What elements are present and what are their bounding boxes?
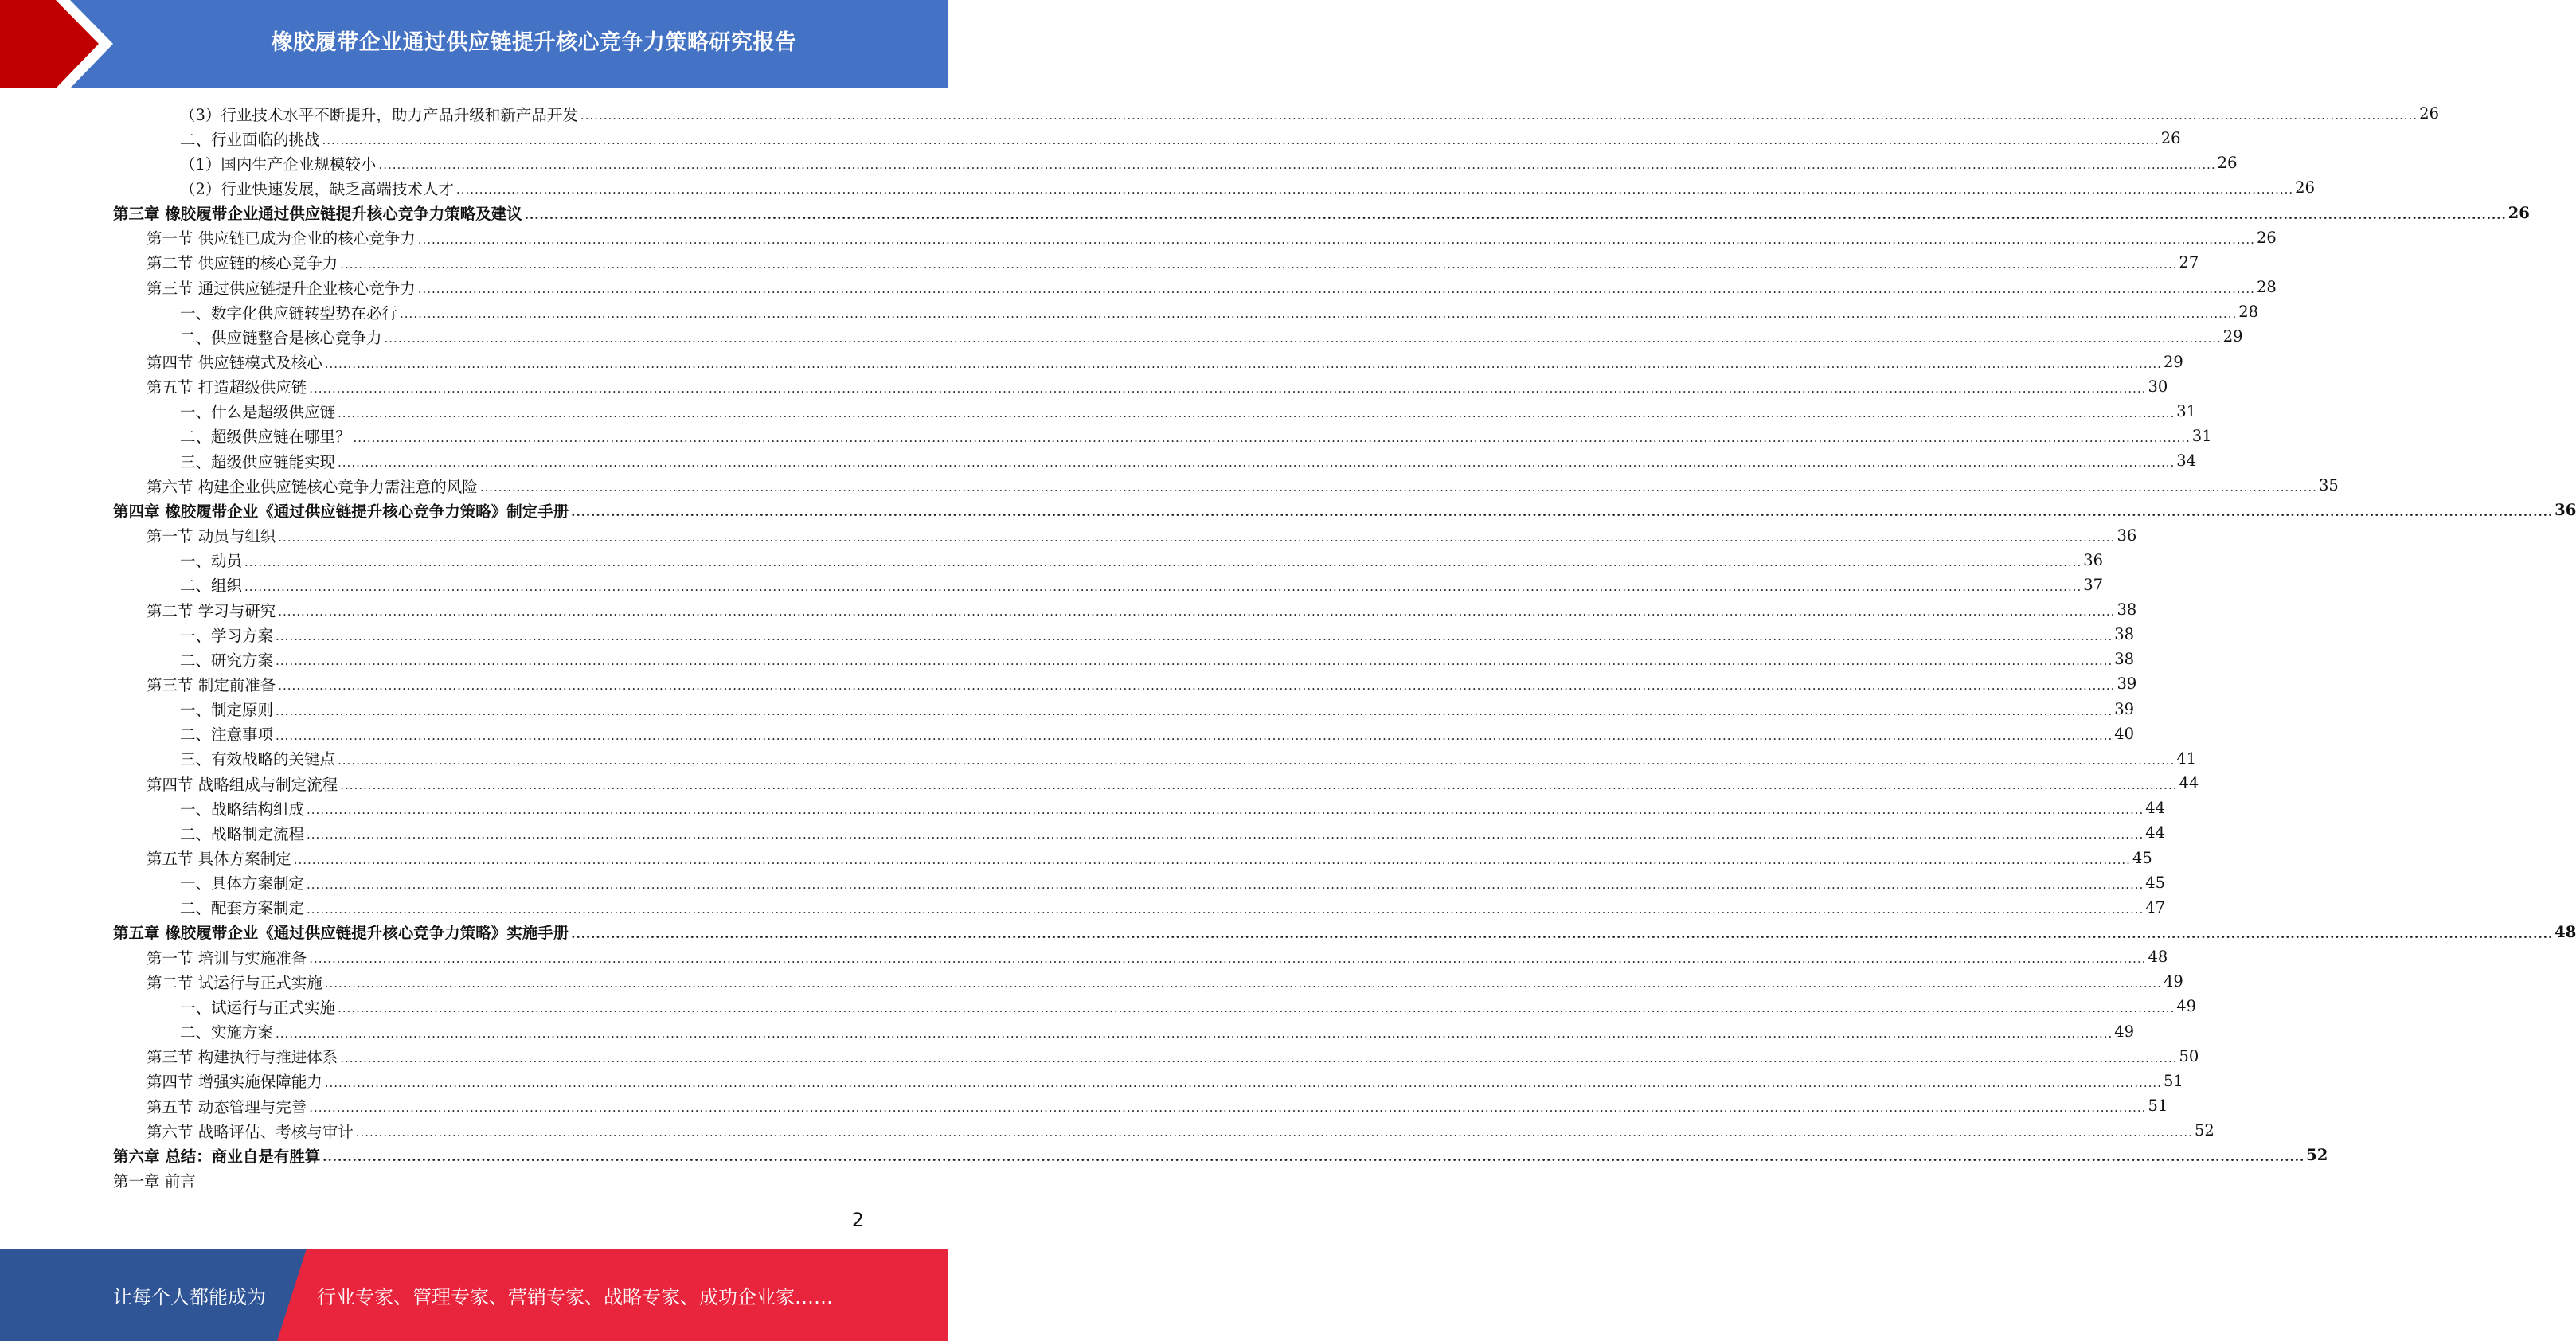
toc-entry-label: 第一节 供应链已成为企业的核心竞争力 [147, 229, 416, 248]
toc-dot-leader: ................................................................................................................................................................................................................................................................................................................................................................................................................ [400, 307, 2238, 322]
toc-page-number: 37 [2083, 575, 2104, 594]
toc-entry[interactable] [0, 275, 2277, 299]
toc-dot-leader: ................................................................................................................................................................................................................................................................................................................................................................................................................ [276, 654, 2113, 669]
toc-entry-label: 三、超级供应链能实现 [180, 452, 336, 471]
toc-entry-label: 一、试运行与正式实施 [180, 998, 336, 1017]
toc-page-number: 44 [2145, 823, 2166, 843]
toc-page-number: 38 [2114, 650, 2135, 669]
toc-entry[interactable] [0, 771, 2199, 796]
toc-entry[interactable] [0, 126, 2181, 151]
toc-dot-leader: ................................................................................................................................................................................................................................................................................................................................................................................................................ [340, 1050, 2178, 1065]
toc-entry[interactable] [0, 424, 2212, 448]
toc-dot-leader: ................................................................................................................................................................................................................................................................................................................................................................................................................ [276, 703, 2113, 718]
toc-entry[interactable] [0, 697, 2135, 721]
toc-page-number: 49 [2176, 997, 2197, 1016]
toc-page-number: 52 [2194, 1121, 2214, 1140]
toc-dot-leader: ................................................................................................................................................................................................................................................................................................................................................................................................................ [322, 133, 2160, 148]
toc-dot-leader: ................................................................................................................................................................................................................................................................................................................................................................................................................ [278, 678, 2116, 694]
toc-entry[interactable] [0, 597, 2137, 622]
footer-roles: 行业专家、管理专家、营销专家、战略专家、成功企业家…… [317, 1285, 833, 1308]
toc-entry-label: 第一节 培训与实施准备 [147, 948, 307, 968]
toc-entry[interactable] [0, 796, 2166, 820]
toc-page-number: 29 [2222, 327, 2243, 346]
toc-entry-label: 一、数字化供应链转型势在必行 [180, 303, 398, 323]
toc-entry-label: 第六节 构建企业供应链核心竞争力需注意的风险 [147, 477, 478, 496]
toc-entry[interactable] [0, 473, 2339, 498]
toc-entry-label: 第三章 橡胶履带企业通过供应链提升核心竞争力策略及建议 [113, 205, 522, 224]
toc-entry[interactable] [0, 374, 2168, 399]
toc-dot-leader: ................................................................................................................................................................................................................................................................................................................................................................................................................ [278, 604, 2116, 619]
toc-entry-label: 二、超级供应链在哪里？ [180, 428, 351, 447]
toc-entry-label: 一、具体方案制定 [180, 874, 305, 893]
report-title: 橡胶履带企业通过供应链提升核心竞争力策略研究报告 [271, 29, 797, 55]
toc-entry-label: 第二节 供应链的核心竞争力 [147, 254, 338, 273]
toc-page-number: 45 [2145, 873, 2166, 892]
toc-dot-leader: ................................................................................................................................................................................................................................................................................................................................................................................................................ [309, 1101, 2147, 1115]
toc-entry-label: 第一节 动员与组织 [147, 527, 276, 546]
toc-dot-leader: ................................................................................................................................................................................................................................................................................................................................................................................................................ [244, 579, 2082, 594]
toc-dot-leader: ................................................................................................................................................................................................................................................................................................................................................................................................................ [340, 256, 2178, 272]
toc-chapter-entry[interactable] [0, 201, 2530, 225]
toc-entry[interactable] [0, 299, 2259, 324]
toc-page-number: 28 [2238, 303, 2259, 322]
toc-trailing-entry[interactable]: 第一章 前言 [113, 1171, 196, 1190]
toc-page-number: 45 [2132, 848, 2152, 867]
toc-dot-leader: ................................................................................................................................................................................................................................................................................................................................................................................................................ [324, 976, 2162, 991]
toc-page-number: 41 [2176, 749, 2197, 768]
toc-dot-leader: ................................................................................................................................................................................................................................................................................................................................................................................................................ [244, 554, 2082, 569]
toc-chapter-entry[interactable] [0, 920, 2576, 944]
toc-entry-label: 一、动员 [180, 552, 243, 571]
toc-entry-label: 第五节 具体方案制定 [147, 850, 291, 868]
toc-dot-leader: ................................................................................................................................................................................................................................................................................................................................................................................................................ [338, 1001, 2175, 1016]
toc-page-number: 26 [2508, 203, 2530, 222]
toc-entry[interactable] [0, 1118, 2214, 1143]
toc-dot-leader: ................................................................................................................................................................................................................................................................................................................................................................................................................ [340, 778, 2178, 793]
toc-dot-leader: ................................................................................................................................................................................................................................................................................................................................................................................................................ [353, 430, 2191, 445]
toc-dot-leader: ................................................................................................................................................................................................................................................................................................................................................................................................................ [293, 852, 2131, 867]
toc-chapter-entry[interactable] [0, 498, 2576, 522]
toc-entry[interactable] [0, 1069, 2183, 1093]
toc-entry-label: 三、有效战略的关键点 [180, 750, 336, 769]
red-arrow-icon [0, 0, 127, 88]
toc-dot-leader: ................................................................................................................................................................................................................................................................................................................................................................................................................ [580, 108, 2418, 123]
toc-dot-leader: ................................................................................................................................................................................................................................................................................................................................................................................................................ [276, 728, 2113, 743]
toc-page-number: 39 [2114, 699, 2135, 718]
toc-dot-leader: ................................................................................................................................................................................................................................................................................................................................................................................................................ [571, 926, 2554, 941]
toc-page-number: 39 [2117, 674, 2137, 694]
toc-dot-leader: ................................................................................................................................................................................................................................................................................................................................................................................................................ [338, 405, 2175, 420]
toc-entry[interactable] [0, 622, 2135, 647]
toc-page-number: 38 [2117, 600, 2137, 619]
toc-page-number: 26 [2419, 104, 2439, 123]
toc-entry-label: 第四节 战略组成与制定流程 [147, 775, 338, 794]
toc-entry[interactable] [0, 895, 2166, 920]
toc-dot-leader: ................................................................................................................................................................................................................................................................................................................................................................................................................ [307, 827, 2144, 843]
toc-page-number: 26 [2295, 178, 2315, 197]
toc-dot-leader: ................................................................................................................................................................................................................................................................................................................................................................................................................ [309, 381, 2147, 396]
toc-entry[interactable] [0, 721, 2135, 746]
toc-entry[interactable] [0, 870, 2166, 895]
toc-entry[interactable] [0, 820, 2166, 845]
toc-page-number: 30 [2148, 377, 2168, 396]
toc-entry-label: 二、注意事项 [180, 725, 274, 745]
toc-dot-leader: ................................................................................................................................................................................................................................................................................................................................................................................................................ [307, 877, 2144, 892]
header-band [0, 0, 948, 88]
toc-entry[interactable] [0, 944, 2168, 969]
toc-entry[interactable] [0, 671, 2137, 696]
toc-entry[interactable] [0, 225, 2277, 250]
toc-entry-label: 第二节 学习与研究 [147, 601, 276, 620]
footer-slogan: 让每个人都能成为 [113, 1285, 266, 1308]
toc-entry-label: 第三节 制定前准备 [147, 675, 276, 694]
toc-entry-label: 一、学习方案 [180, 626, 274, 645]
toc-entry[interactable] [0, 548, 2104, 573]
toc-entry-label: 一、战略结构组成 [180, 800, 305, 819]
toc-dot-leader: ................................................................................................................................................................................................................................................................................................................................................................................................................ [479, 480, 2317, 495]
toc-dot-leader: ................................................................................................................................................................................................................................................................................................................................................................................................................ [384, 331, 2222, 346]
toc-page-number: 36 [2555, 501, 2576, 520]
toc-entry-label: 第四节 供应链模式及核心 [147, 354, 322, 372]
toc-entry-label: 第四章 橡胶履带企业《通过供应链提升核心竞争力策略》制定手册 [113, 502, 569, 521]
toc-page-number: 38 [2114, 625, 2135, 644]
footer-band [0, 1249, 948, 1341]
toc-entry[interactable] [0, 1044, 2199, 1069]
toc-page-number: 51 [2148, 1097, 2168, 1115]
toc-entry-label: （1）国内生产企业规模较小 [180, 154, 377, 174]
toc-entry[interactable] [0, 647, 2135, 671]
toc-dot-leader: ................................................................................................................................................................................................................................................................................................................................................................................................................ [324, 356, 2162, 371]
toc-entry-label: 第二节 试运行与正式实施 [147, 973, 322, 992]
toc-page-number: 40 [2114, 724, 2135, 743]
toc-entry-label: （2）行业快速发展，缺乏高端技术人才 [180, 179, 454, 198]
toc-page-number: 29 [2163, 352, 2183, 371]
toc-page-number: 51 [2163, 1071, 2183, 1090]
toc-dot-leader: ................................................................................................................................................................................................................................................................................................................................................................................................................ [322, 1150, 2305, 1165]
toc-entry-label: 一、什么是超级供应链 [180, 403, 336, 422]
toc-entry-label: 二、行业面临的挑战 [180, 130, 320, 149]
toc-entry-label: 二、供应链整合是核心竞争力 [180, 328, 382, 347]
toc-dot-leader: ................................................................................................................................................................................................................................................................................................................................................................................................................ [417, 282, 2255, 297]
toc-entry[interactable] [0, 523, 2137, 548]
toc-entry-label: 二、组织 [180, 577, 243, 596]
toc-page-number: 27 [2179, 252, 2199, 272]
toc-entry-label: 二、战略制定流程 [180, 824, 305, 843]
toc-entry[interactable] [0, 1019, 2135, 1044]
toc-dot-leader: ................................................................................................................................................................................................................................................................................................................................................................................................................ [378, 158, 2216, 173]
toc-page-number: 50 [2179, 1046, 2199, 1065]
toc-page-number: 52 [2306, 1146, 2328, 1165]
toc-dot-leader: ................................................................................................................................................................................................................................................................................................................................................................................................................ [524, 207, 2507, 222]
toc-entry[interactable] [0, 399, 2197, 424]
toc-page-number: 26 [2217, 154, 2238, 173]
toc-page-number: 31 [2176, 401, 2197, 420]
toc-dot-leader: ................................................................................................................................................................................................................................................................................................................................................................................................................ [571, 505, 2554, 520]
toc-entry[interactable] [0, 324, 2243, 349]
toc-dot-leader: ................................................................................................................................................................................................................................................................................................................................................................................................................ [455, 182, 2294, 197]
toc-page-number: 36 [2117, 526, 2137, 545]
toc-dot-leader: ................................................................................................................................................................................................................................................................................................................................................................................................................ [309, 952, 2147, 967]
toc-page-number: 48 [2148, 948, 2168, 967]
toc-page-number: 31 [2191, 426, 2212, 445]
toc-entry[interactable] [0, 250, 2199, 275]
toc-entry-label: 第五章 橡胶履带企业《通过供应链提升核心竞争力策略》实施手册 [113, 924, 569, 943]
toc-page-number: 34 [2176, 452, 2197, 471]
toc-page-number: 35 [2318, 476, 2339, 495]
toc-entry[interactable] [0, 994, 2197, 1018]
toc-page-number: 47 [2145, 897, 2166, 917]
toc-entry-label: （3）行业技术水平不断提升，助力产品升级和新产品开发 [180, 105, 578, 124]
toc-entry[interactable] [0, 746, 2197, 771]
toc-dot-leader: ................................................................................................................................................................................................................................................................................................................................................................................................................ [307, 901, 2144, 917]
toc-entry-label: 第三节 构建执行与推进体系 [147, 1048, 338, 1067]
toc-entry-label: 第五节 动态管理与完善 [147, 1097, 307, 1116]
toc-entry[interactable] [0, 350, 2183, 374]
toc-entry-label: 第六节 战略评估、考核与审计 [147, 1122, 354, 1141]
toc-entry-label: 一、制定原则 [180, 701, 274, 720]
toc-entry[interactable] [0, 175, 2315, 200]
toc-entry[interactable] [0, 846, 2152, 870]
toc-dot-leader: ................................................................................................................................................................................................................................................................................................................................................................................................................ [324, 1075, 2162, 1090]
toc-entry[interactable] [0, 101, 2439, 126]
toc-entry-label: 二、配套方案制定 [180, 899, 305, 918]
page-number: 2 [851, 1209, 864, 1231]
toc-dot-leader: ................................................................................................................................................................................................................................................................................................................................................................................................................ [307, 803, 2144, 818]
toc-page-number: 44 [2145, 799, 2166, 818]
toc-entry[interactable] [0, 1093, 2168, 1118]
toc-dot-leader: ................................................................................................................................................................................................................................................................................................................................................................................................................ [355, 1125, 2193, 1140]
toc-entry-label: 第四节 增强实施保障能力 [147, 1073, 322, 1092]
toc-chapter-entry[interactable] [0, 1143, 2328, 1167]
toc-page-number: 26 [2160, 129, 2181, 148]
toc-entry-label: 二、实施方案 [180, 1023, 274, 1042]
toc-entry-label: 第三节 通过供应链提升企业核心竞争力 [147, 279, 416, 298]
toc-dot-leader: ................................................................................................................................................................................................................................................................................................................................................................................................................ [338, 455, 2175, 471]
toc-entry-label: 第六章 总结：商业自是有胜算 [113, 1147, 321, 1166]
toc-entry-label: 第五节 打造超级供应链 [147, 378, 307, 397]
toc-dot-leader: ................................................................................................................................................................................................................................................................................................................................................................................................................ [276, 629, 2113, 644]
toc-entry-label: 二、研究方案 [180, 651, 274, 670]
toc-page-number: 26 [2256, 228, 2277, 247]
toc-dot-leader: ................................................................................................................................................................................................................................................................................................................................................................................................................ [276, 1026, 2113, 1041]
toc-dot-leader: ................................................................................................................................................................................................................................................................................................................................................................................................................ [417, 232, 2255, 247]
toc-entry[interactable] [0, 573, 2104, 597]
toc-page-number: 44 [2179, 774, 2199, 793]
toc-entry[interactable] [0, 448, 2197, 473]
toc-dot-leader: ................................................................................................................................................................................................................................................................................................................................................................................................................ [278, 530, 2116, 545]
toc-page-number: 36 [2083, 550, 2104, 569]
toc-dot-leader: ................................................................................................................................................................................................................................................................................................................................................................................................................ [338, 753, 2175, 768]
toc-entry[interactable] [0, 151, 2238, 175]
toc-entry[interactable] [0, 969, 2183, 994]
toc-page-number: 48 [2555, 922, 2576, 941]
toc-page-number: 28 [2256, 278, 2277, 297]
toc-page-number: 49 [2114, 1022, 2135, 1041]
toc-page-number: 49 [2163, 972, 2183, 991]
